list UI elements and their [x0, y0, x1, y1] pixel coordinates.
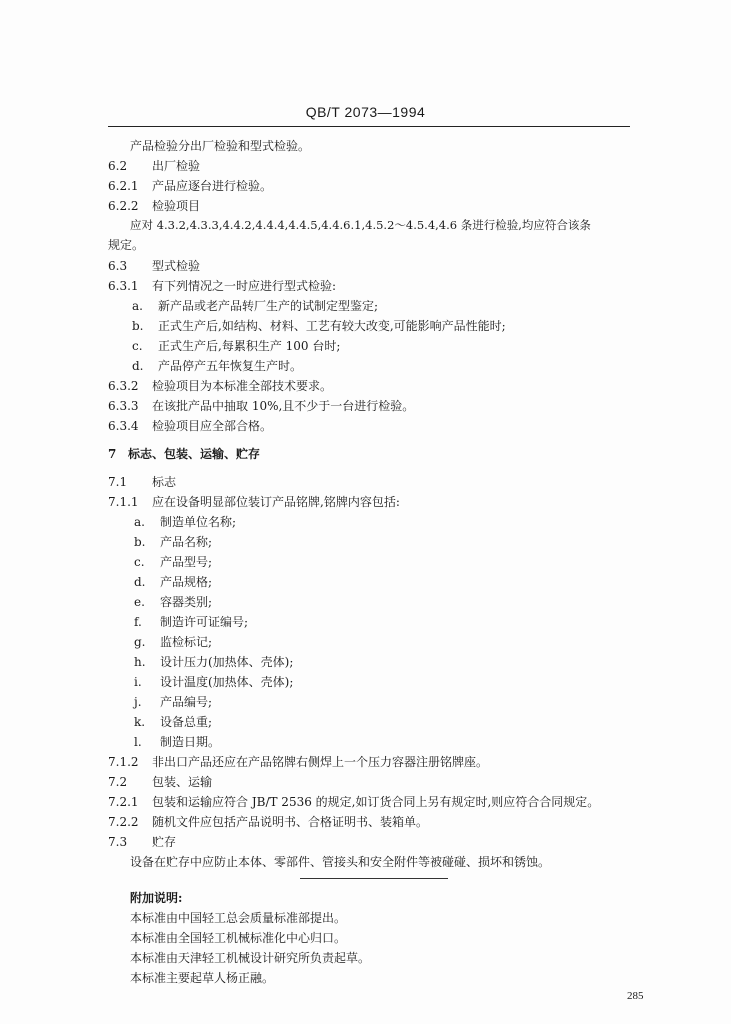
list-item: j. 产品编号; — [134, 695, 213, 709]
list-item: a. 制造单位名称; — [134, 515, 237, 529]
list-item: d. 产品停产五年恢复生产时。 — [132, 359, 303, 373]
list-item: b. 正式生产后,如结构、材料、工艺有较大改变,可能影响产品性能时; — [132, 319, 506, 333]
page-number: 285 — [627, 990, 644, 1002]
clause: 7.2.1 包装和运输应符合 JB/T 2536 的规定,如订货合同上另有规定时,则应符合合同规定。 — [108, 795, 600, 809]
separator-rule — [300, 878, 448, 879]
section-heading: 6.2 出厂检验 — [108, 159, 201, 173]
list-item: g. 监检标记; — [134, 635, 213, 649]
list-item: c. 正式生产后,每累积生产 100 台时; — [132, 339, 341, 353]
clause: 6.3.2 检验项目为本标准全部技术要求。 — [108, 379, 333, 393]
appendix-line: 本标准由全国轻工机械标准化中心归口。 — [130, 931, 347, 945]
list-item: f. 制造许可证编号; — [134, 615, 249, 629]
list-item: b. 产品名称; — [134, 535, 213, 549]
list-item: h. 设计压力(加热体、壳体); — [134, 655, 294, 669]
list-item: i. 设计温度(加热体、壳体); — [134, 675, 294, 689]
chapter-heading: 7 标志、包装、运输、贮存 — [108, 447, 261, 461]
body-line: 产品检验分出厂检验和型式检验。 — [130, 139, 311, 153]
list-item: l. 制造日期。 — [134, 735, 221, 749]
clause: 7.2.2 随机文件应包括产品说明书、合格证明书、装箱单。 — [108, 815, 429, 829]
section-heading: 7.1 标志 — [108, 475, 177, 489]
list-item: e. 容器类别; — [134, 595, 213, 609]
clause: 6.3.3 在该批产品中抽取 10%,且不少于一台进行检验。 — [108, 399, 415, 413]
clause: 6.3.1 有下列情况之一时应进行型式检验: — [108, 279, 337, 293]
body-line: 应对 4.3.2,4.3.3,4.4.2,4.4.4,4.4.5,4.4.6.1,4.5.2～4.5.4,4.6 条进行检验,均应符合该条 — [130, 218, 591, 232]
header-rule — [108, 126, 630, 127]
list-item: k. 设备总重; — [134, 715, 213, 729]
section-heading: 6.3 型式检验 — [108, 259, 201, 273]
section-heading: 7.2 包装、运输 — [108, 775, 213, 789]
list-item: c. 产品型号; — [134, 555, 213, 569]
appendix-line: 本标准由天津轻工机械设计研究所负责起草。 — [130, 951, 371, 965]
section-heading: 7.3 贮存 — [108, 835, 177, 849]
clause: 7.1.2 非出口产品还应在产品铭牌右侧焊上一个压力容器注册铭牌座。 — [108, 755, 489, 769]
body-line: 规定。 — [108, 238, 145, 252]
body-line: 设备在贮存中应防止本体、零部件、管接头和安全附件等被碰碰、损坏和锈蚀。 — [130, 855, 551, 869]
standard-header: QB/T 2073—1994 — [305, 104, 426, 120]
clause: 6.2.2 检验项目 — [108, 199, 201, 213]
list-item: a. 新产品或老产品转厂生产的试制定型鉴定; — [132, 299, 379, 313]
list-item: d. 产品规格; — [134, 575, 213, 589]
appendix-title: 附加说明: — [130, 891, 183, 905]
clause: 6.3.4 检验项目应全部合格。 — [108, 419, 273, 433]
appendix-line: 本标准由中国轻工总会质量标准部提出。 — [130, 911, 347, 925]
clause: 7.1.1 应在设备明显部位装订产品铭牌,铭牌内容包括: — [108, 495, 400, 509]
clause: 6.2.1 产品应逐台进行检验。 — [108, 179, 273, 193]
appendix-line: 本标准主要起草人杨正融。 — [130, 971, 275, 985]
